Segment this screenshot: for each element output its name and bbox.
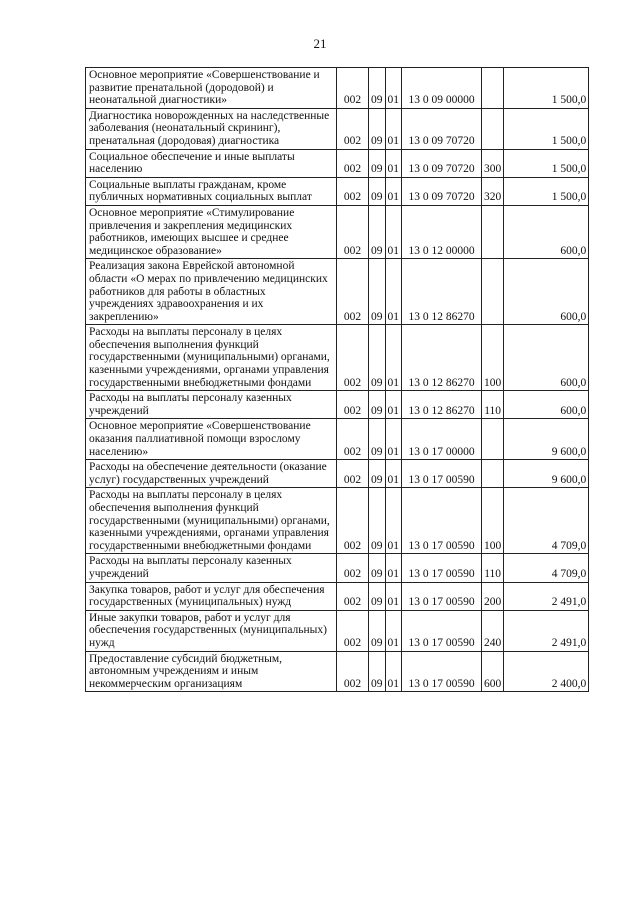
row-department-code: 002	[337, 259, 369, 325]
table-row	[86, 391, 589, 419]
row-target-article-code: 13 0 17 00590	[402, 460, 482, 488]
row-department-code: 002	[337, 651, 369, 692]
row-section-code: 09	[369, 325, 386, 391]
row-amount: 4 709,0	[504, 488, 589, 554]
row-expense-type-code: 100	[482, 488, 504, 554]
row-department-code: 002	[337, 582, 369, 610]
row-department-code: 002	[337, 554, 369, 582]
row-target-article-code: 13 0 17 00590	[402, 554, 482, 582]
row-expense-type-code: 600	[482, 651, 504, 692]
row-amount: 600,0	[504, 205, 589, 258]
row-department-code: 002	[337, 149, 369, 177]
row-description: Основное мероприятие «Стимулирование привлечения и закрепления медицинских работников, имеющих высшее и среднее медицинское образование»	[86, 205, 337, 258]
row-expense-type-code	[482, 259, 504, 325]
table-row	[86, 582, 589, 610]
table-row	[86, 419, 589, 460]
row-target-article-code: 13 0 09 70720	[402, 108, 482, 149]
table-row	[86, 205, 589, 258]
row-description: Расходы на выплаты персоналу казенных учреждений	[86, 554, 337, 582]
table-row	[86, 325, 589, 391]
row-amount: 600,0	[504, 391, 589, 419]
row-amount: 2 400,0	[504, 651, 589, 692]
row-section-code: 09	[369, 419, 386, 460]
row-target-article-code: 13 0 09 70720	[402, 149, 482, 177]
row-amount: 1 500,0	[504, 177, 589, 205]
row-amount: 2 491,0	[504, 610, 589, 651]
row-department-code: 002	[337, 205, 369, 258]
row-target-article-code: 13 0 17 00590	[402, 488, 482, 554]
table-row	[86, 149, 589, 177]
row-section-code: 09	[369, 177, 386, 205]
row-description: Основное мероприятие «Совершенствование оказания паллиативной помощи взрослому населению»	[86, 419, 337, 460]
row-section-code: 09	[369, 554, 386, 582]
row-description: Реализация закона Еврейской автономной области «О мерах по привлечению медицинских работников для работы в областных учреждениях здравоохранения и их закреплению»	[86, 259, 337, 325]
row-expense-type-code: 300	[482, 149, 504, 177]
table-row	[86, 108, 589, 149]
row-section-code: 09	[369, 259, 386, 325]
table-row	[86, 177, 589, 205]
table-row	[86, 68, 589, 109]
row-section-code: 09	[369, 149, 386, 177]
row-expense-type-code: 110	[482, 554, 504, 582]
row-description: Диагностика новорожденных на наследственные заболевания (неонатальный скрининг), пренатальная (дородовая) диагностика	[86, 108, 337, 149]
row-target-article-code: 13 0 12 86270	[402, 391, 482, 419]
row-subsection-code: 01	[385, 149, 402, 177]
row-expense-type-code	[482, 460, 504, 488]
row-department-code: 002	[337, 391, 369, 419]
row-amount: 9 600,0	[504, 460, 589, 488]
row-description: Расходы на обеспечение деятельности (оказание услуг) государственных учреждений	[86, 460, 337, 488]
row-amount: 600,0	[504, 259, 589, 325]
budget-table-body	[86, 68, 589, 692]
row-department-code: 002	[337, 460, 369, 488]
row-description: Расходы на выплаты персоналу казенных учреждений	[86, 391, 337, 419]
row-subsection-code: 01	[385, 259, 402, 325]
row-department-code: 002	[337, 419, 369, 460]
table-row	[86, 651, 589, 692]
row-expense-type-code	[482, 68, 504, 109]
page-number: 21	[313, 36, 327, 51]
row-subsection-code: 01	[385, 460, 402, 488]
row-target-article-code: 13 0 12 00000	[402, 205, 482, 258]
row-section-code: 09	[369, 391, 386, 419]
row-amount: 1 500,0	[504, 68, 589, 109]
row-description: Закупка товаров, работ и услуг для обеспечения государственных (муниципальных) нужд	[86, 582, 337, 610]
row-amount: 1 500,0	[504, 149, 589, 177]
row-section-code: 09	[369, 68, 386, 109]
row-expense-type-code	[482, 108, 504, 149]
row-subsection-code: 01	[385, 488, 402, 554]
row-description: Расходы на выплаты персоналу в целях обеспечения выполнения функций государственными (муниципальными) органами, казенными учреждениями, органами управления государственными внебюджетными фондами	[86, 488, 337, 554]
row-section-code: 09	[369, 610, 386, 651]
row-amount: 1 500,0	[504, 108, 589, 149]
row-expense-type-code: 240	[482, 610, 504, 651]
row-description: Предоставление субсидий бюджетным, автономным учреждениям и иным некоммерческим организациям	[86, 651, 337, 692]
row-subsection-code: 01	[385, 108, 402, 149]
row-description: Социальные выплаты гражданам, кроме публичных нормативных социальных выплат	[86, 177, 337, 205]
row-department-code: 002	[337, 68, 369, 109]
row-target-article-code: 13 0 17 00000	[402, 419, 482, 460]
row-target-article-code: 13 0 17 00590	[402, 651, 482, 692]
row-expense-type-code: 110	[482, 391, 504, 419]
table-row	[86, 460, 589, 488]
row-subsection-code: 01	[385, 325, 402, 391]
row-section-code: 09	[369, 651, 386, 692]
table-row	[86, 554, 589, 582]
row-subsection-code: 01	[385, 205, 402, 258]
row-description: Расходы на выплаты персоналу в целях обеспечения выполнения функций государственными (муниципальными) органами, казенными учреждениями, органами управления государственными внебюджетными фондами	[86, 325, 337, 391]
row-subsection-code: 01	[385, 68, 402, 109]
row-expense-type-code	[482, 419, 504, 460]
row-section-code: 09	[369, 460, 386, 488]
row-target-article-code: 13 0 12 86270	[402, 325, 482, 391]
row-description: Иные закупки товаров, работ и услуг для обеспечения государственных (муниципальных) нужд	[86, 610, 337, 651]
row-subsection-code: 01	[385, 610, 402, 651]
row-department-code: 002	[337, 610, 369, 651]
row-subsection-code: 01	[385, 582, 402, 610]
row-subsection-code: 01	[385, 391, 402, 419]
row-department-code: 002	[337, 325, 369, 391]
row-target-article-code: 13 0 09 70720	[402, 177, 482, 205]
row-amount: 4 709,0	[504, 554, 589, 582]
row-target-article-code: 13 0 17 00590	[402, 582, 482, 610]
row-department-code: 002	[337, 488, 369, 554]
row-amount: 2 491,0	[504, 582, 589, 610]
row-amount: 9 600,0	[504, 419, 589, 460]
row-department-code: 002	[337, 108, 369, 149]
row-target-article-code: 13 0 09 00000	[402, 68, 482, 109]
row-department-code: 002	[337, 177, 369, 205]
row-section-code: 09	[369, 582, 386, 610]
row-subsection-code: 01	[385, 554, 402, 582]
row-description: Основное мероприятие «Совершенствование и развитие пренатальной (дородовой) и неонатальной диагностики»	[86, 68, 337, 109]
row-expense-type-code: 320	[482, 177, 504, 205]
row-subsection-code: 01	[385, 177, 402, 205]
row-subsection-code: 01	[385, 651, 402, 692]
row-expense-type-code: 100	[482, 325, 504, 391]
row-target-article-code: 13 0 12 86270	[402, 259, 482, 325]
row-expense-type-code: 200	[482, 582, 504, 610]
row-section-code: 09	[369, 488, 386, 554]
row-section-code: 09	[369, 108, 386, 149]
row-amount: 600,0	[504, 325, 589, 391]
budget-table	[85, 67, 589, 692]
row-subsection-code: 01	[385, 419, 402, 460]
row-target-article-code: 13 0 17 00590	[402, 610, 482, 651]
table-row	[86, 488, 589, 554]
row-description: Социальное обеспечение и иные выплаты населению	[86, 149, 337, 177]
table-row	[86, 259, 589, 325]
row-expense-type-code	[482, 205, 504, 258]
row-section-code: 09	[369, 205, 386, 258]
table-row	[86, 610, 589, 651]
